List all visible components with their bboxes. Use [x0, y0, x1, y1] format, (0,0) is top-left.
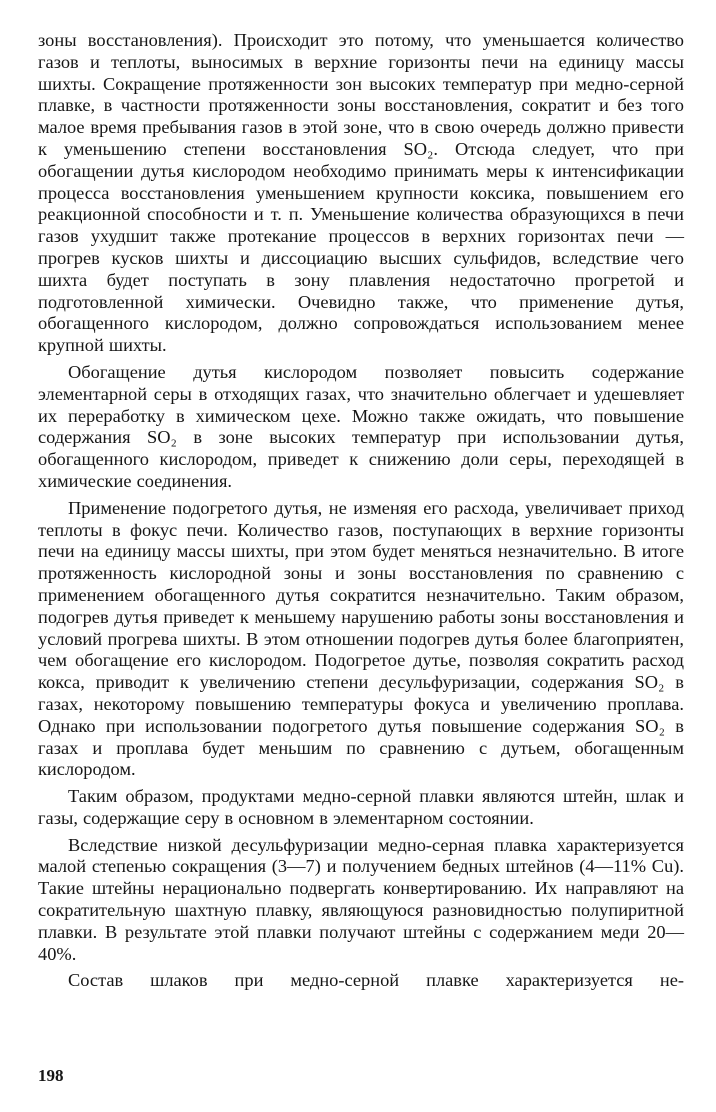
paragraph-1: зоны восстановления). Происходит это потому, что уменьшается количество газов и теплоты, выносимых в верхние горизонты печи на единицу массы шихты. Сокращение протяженности зон высоких температур при медно-серной плавке, в частности протяженности зоны восстановления, сократит и без того малое время пребывания газов в этой зоне, что в свою очередь должно привести к уменьшению степени восстановления SO₂. Отсюда следует, что при обогащении дутья кислородом необходимо принимать меры к интенсификации процесса восстановления уменьшением крупности коксика, повышением его реакционной способности и т. п. Уменьшение количества образующихся в печи газов ухудшит также протекание процессов в верхних горизонтах печи — прогрев кусков шихты и диссоциацию высших сульфидов, вследствие чего шихта будет поступать в зону плавления недостаточно прогретой и подготовленной химически. Очевидно также, что применение дутья, обогащенного кислородом, должно сопровождаться использованием менее крупной шихты.	[38, 30, 684, 356]
page-body	[38, 30, 684, 992]
page-number: 198	[38, 1066, 64, 1085]
paragraph-2: Обогащение дутья кислородом позволяет повысить содержание элементарной серы в отходящих газах, что значительно облегчает и удешевляет их переработку в химическом цехе. Можно также ожидать, что повышение содержания SO₂ в зоне высоких температур при использовании дутья, обогащенного кислородом, приведет к снижению доли серы, переходящей в химические соединения.	[38, 361, 684, 491]
paragraph-5: Вследствие низкой десульфуризации медно-серная плавка характеризуется малой степенью сокращения (3—7) и получением бедных штейнов (4—11% Cu). Такие штейны нерационально подвергать конвертированию. Их направляют на сократительную шахтную плавку, являющуюся разновидностью полупиритной плавки. В результате этой плавки получают штейны с содержанием меди 20—40%.	[38, 834, 684, 964]
paragraph-3: Применение подогретого дутья, не изменяя его расхода, увеличивает приход теплоты в фокус печи. Количество газов, поступающих в верхние горизонты печи на единицу массы шихты, при этом будет меняться незначительно. В итоге протяженность кислородной зоны и зоны восстановления по сравнению с применением обогащенного дутья сократится незначительно. Таким образом, подогрев дутья приведет к меньшему нарушению работы зоны восстановления и условий прогрева шихты. В этом отношении подогрев дутья более благоприятен, чем обогащение его кислородом. Подогретое дутье, позволяя сократить расход кокса, приводит к увеличению степени десульфуризации, содержания SO₂ в газах, некоторому повышению температуры фокуса и увеличению проплава. Однако при использовании подогретого дутья повышение содержания SO₂ в газах и проплава будет меньшим по сравнению с дутьем, обогащенным кислородом.	[38, 497, 684, 780]
paragraph-4: Таким образом, продуктами медно-серной плавки являются штейн, шлак и газы, содержащие серу в основном в элементарном состоянии.	[38, 786, 684, 828]
paragraph-6: Состав шлаков при медно-серной плавке характеризуется не-	[68, 970, 684, 991]
